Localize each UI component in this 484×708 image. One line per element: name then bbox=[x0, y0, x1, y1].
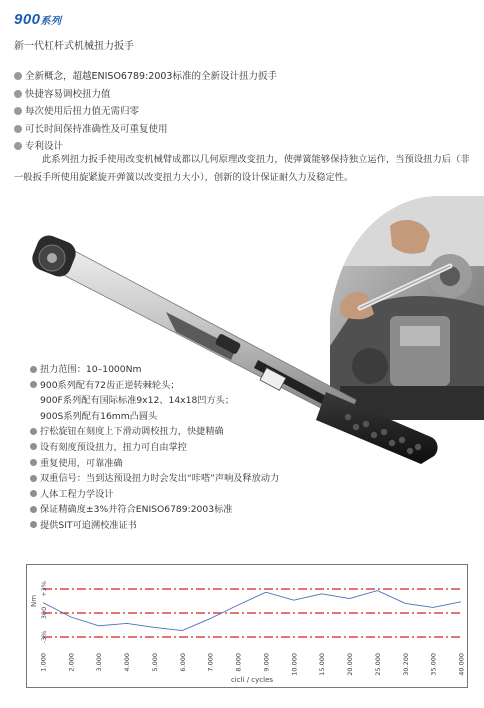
x-tick-label: 9.000 bbox=[262, 653, 271, 672]
spec-item: 900S系列配有16mm凸圆头 bbox=[40, 410, 158, 422]
spec-item: 拧松旋钮在刻度上下滑动调校扭力，快捷精确 bbox=[30, 424, 279, 440]
spec-item: 双重信号：当到达预设扭力时会发出“咔嗒”声响及释放动力 bbox=[30, 471, 279, 487]
bullet-icon bbox=[30, 443, 37, 450]
accuracy-chart-svg bbox=[27, 565, 467, 687]
bullet-icon bbox=[14, 142, 22, 150]
spec-item: 900系列配有72齿正逆转棘轮头； bbox=[30, 378, 279, 394]
x-tick-label: 4.000 bbox=[123, 653, 132, 672]
x-tick-label: 35.000 bbox=[429, 653, 438, 676]
y-tick-label: -3% bbox=[40, 630, 48, 644]
y-tick-label: +3% bbox=[40, 581, 48, 597]
bullet-icon bbox=[14, 125, 22, 133]
feature-item: 快捷容易调校扭力值 bbox=[14, 86, 277, 104]
feature-item: 全新概念，超越ENISO6789:2003标准的全新设计扭力扳手 bbox=[14, 68, 277, 86]
spec-item: 扭力范围：10–1000Nm bbox=[30, 362, 279, 378]
x-tick-label: 1.000 bbox=[39, 653, 48, 672]
bullet-icon bbox=[30, 521, 37, 528]
x-tick-label: 20.000 bbox=[346, 653, 354, 676]
x-tick-label: 2.000 bbox=[67, 653, 76, 672]
x-tick-label: 10.000 bbox=[290, 653, 299, 676]
bullet-icon bbox=[14, 90, 22, 98]
x-tick-label: 25.000 bbox=[373, 653, 382, 676]
spec-item: 重复使用，可靠准确 bbox=[30, 456, 279, 472]
x-tick-label: 15.000 bbox=[318, 653, 327, 676]
feature-item: 可长时间保持准确性及可重复使用 bbox=[14, 121, 277, 139]
bullet-icon bbox=[14, 107, 22, 115]
x-tick-label: 8.000 bbox=[234, 653, 243, 672]
feature-list bbox=[14, 68, 277, 156]
bullet-icon bbox=[30, 475, 37, 482]
spec-item: 保证精确度±3%并符合ENISO6789:2003标准 bbox=[30, 502, 279, 518]
y-axis-label: Nm bbox=[30, 594, 38, 608]
bullet-icon bbox=[30, 428, 37, 435]
description-paragraph: 此系列扭力扳手使用改变机械臂成都以几何原理改变扭力，使弹簧能够保持独立运作，当预设扭力后（非一般扳手所使用旋紧旋开弹簧以改变扭力大小），创新的设计保证耐久力及稳定性。 bbox=[14, 154, 470, 183]
bullet-icon bbox=[30, 506, 37, 513]
x-tick-label: 30.200 bbox=[401, 653, 410, 676]
x-tick-label: 7.000 bbox=[206, 653, 215, 672]
spec-list bbox=[30, 362, 279, 534]
x-tick-label: 40.000 bbox=[457, 653, 466, 676]
bullet-icon bbox=[30, 459, 37, 466]
page-subtitle: 新一代杠杆式机械扭力扳手 bbox=[14, 41, 134, 52]
series-line bbox=[43, 591, 461, 631]
x-tick-label: 5.000 bbox=[151, 653, 159, 672]
spec-item: 设有刻度预设扭力，扭力可自由掌控 bbox=[30, 440, 279, 456]
bullet-icon bbox=[30, 490, 37, 497]
spec-item: 900F系列配有国际标准9x12、14x18凹方头； bbox=[40, 395, 235, 407]
y-tick-label: 300 bbox=[40, 606, 48, 620]
x-tick-label: 6.000 bbox=[178, 653, 187, 672]
bullet-icon bbox=[30, 381, 37, 388]
bullet-icon bbox=[30, 366, 37, 373]
spec-item: 人体工程力学设计 bbox=[30, 487, 279, 503]
x-tick-label: 3.000 bbox=[95, 653, 104, 672]
feature-item: 专利设计 bbox=[14, 138, 277, 156]
page-title: 900系列 bbox=[14, 11, 62, 28]
feature-item: 每次使用后扭力值无需归零 bbox=[14, 103, 277, 121]
accuracy-chart bbox=[26, 564, 468, 688]
bullet-icon bbox=[14, 72, 22, 80]
x-axis-label: cicli / cycles bbox=[230, 676, 274, 684]
spec-item: 提供SIT可追溯校准证书 bbox=[30, 518, 279, 534]
